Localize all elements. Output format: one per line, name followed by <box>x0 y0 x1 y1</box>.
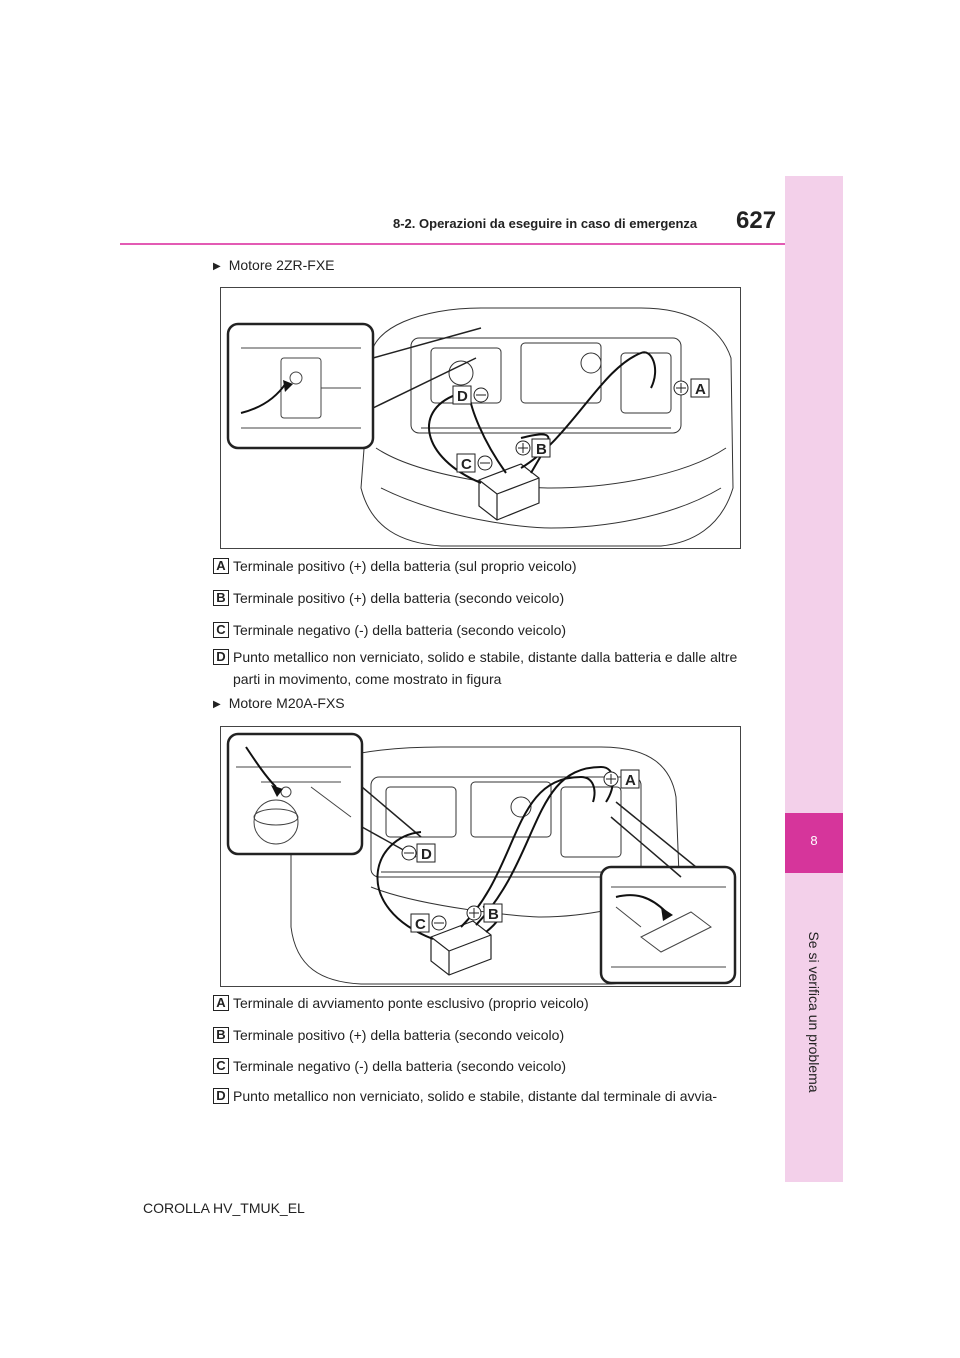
chapter-number-tab <box>785 813 843 873</box>
detail-inset-m20a-right <box>601 867 735 983</box>
engine-illustration-m20a <box>221 727 740 986</box>
triangle-bullet-icon: ▶ <box>213 699 221 710</box>
engine-figure-m20a <box>220 726 741 987</box>
svg-text:D: D <box>457 388 468 405</box>
svg-text:D: D <box>421 846 432 863</box>
document-code: COROLLA HV_TMUK_EL <box>143 1200 305 1216</box>
svg-text:C: C <box>461 456 472 473</box>
detail-inset-m20a-left <box>228 734 362 854</box>
header-rule <box>120 243 785 245</box>
legend-badge: A <box>213 558 229 574</box>
legend-badge: A <box>213 995 229 1011</box>
legend-badge: B <box>213 1027 229 1043</box>
svg-text:A: A <box>625 772 636 789</box>
engine-figure-2zr <box>220 287 741 549</box>
legend-badge: B <box>213 590 229 606</box>
svg-text:B: B <box>488 906 499 923</box>
section-title: 8-2. Operazioni da eseguire in caso di emergenza <box>393 216 698 231</box>
subsection-title-m20a: ▶ Motore M20A-FXS <box>213 695 345 711</box>
chapter-title: Se si verifica un problema <box>806 931 822 1093</box>
subsection-title-2zr: ▶ Motore 2ZR-FXE <box>213 257 335 273</box>
legend-badge: C <box>213 1058 229 1074</box>
legend-badge: D <box>213 1088 229 1104</box>
detail-inset-2zr <box>228 324 373 448</box>
svg-text:A: A <box>695 381 706 398</box>
legend-badge: D <box>213 649 229 665</box>
svg-text:C: C <box>415 916 426 933</box>
page-number: 627 <box>736 207 777 234</box>
svg-text:B: B <box>536 441 547 458</box>
legend-badge: C <box>213 622 229 638</box>
chapter-number: 8 <box>810 833 818 848</box>
triangle-bullet-icon: ▶ <box>213 261 221 272</box>
engine-illustration-2zr <box>221 288 740 548</box>
